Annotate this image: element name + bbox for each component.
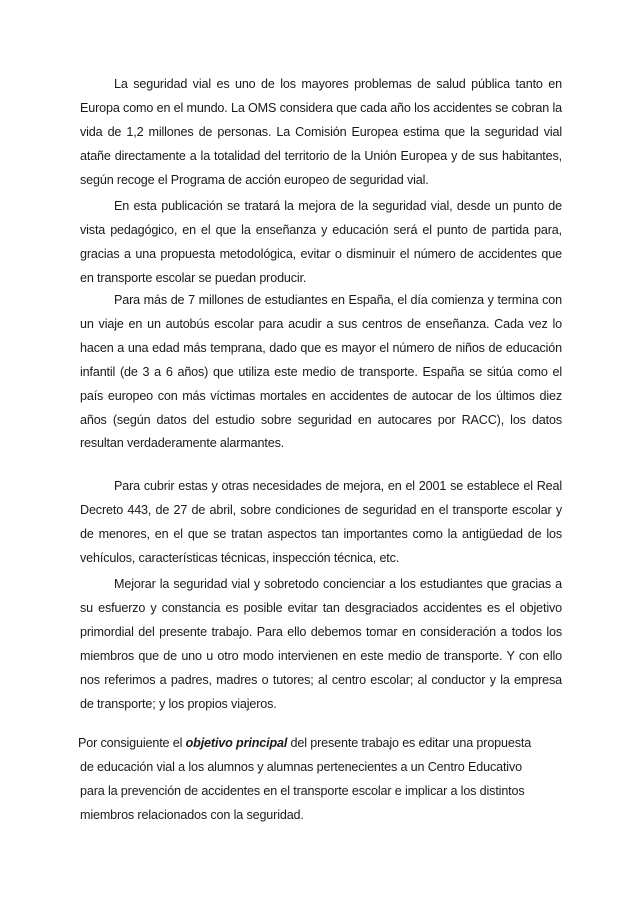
paragraph-work-objective: Mejorar la seguridad vial y sobretodo concienciar a los estudiantes que gracias a su esfuerzo y constancia es posible evitar tan desgraciados accidentes es el objetivo primordial del presente trabajo. Para ello debemos tomar en consideración a todos los miembros que de uno u otro modo intervienen en este medio de transporte. Y con ello nos referimos a padres, madres o tutores; al centro escolar; al conductor y la empresa de transporte; y los propios viajeros. <box>80 577 562 711</box>
conclusion-line-1-start: Por consiguiente el <box>78 736 186 750</box>
conclusion-paragraph <box>78 732 578 828</box>
paragraph-school-bus-statistics: Para más de 7 millones de estudiantes en España, el día comienza y termina con un viaje en un autobús escolar para acudir a sus centros de enseñanza. Cada vez lo hacen a una edad más temprana, dado que es mayor el número de niños de educación infantil (de 3 a 6 años) que utiliza este medio de transporte. España se sitúa como el país europeo con más víctimas mortales en accidentes de autocar de los últimos diez años (según datos del estudio sobre seguridad en autocares por RACC), los datos resultan verdaderamente alarmantes. <box>80 293 562 451</box>
main-objective-emphasis: objetivo principal <box>185 736 288 750</box>
conclusion-line-1-end: del presente trabajo es editar una propuesta <box>287 736 532 750</box>
conclusion-line-4: miembros relacionados con la seguridad. <box>80 807 304 822</box>
conclusion-line-3: para la prevención de accidentes en el transporte escolar e implicar a los distintos <box>80 783 525 798</box>
conclusion-line-2: de educación vial a los alumnos y alumnas pertenecientes a un Centro Educativo <box>80 759 522 774</box>
paragraph-road-safety-intro: La seguridad vial es uno de los mayores problemas de salud pública tanto en Europa como en el mundo. La OMS considera que cada año los accidentes se cobran la vida de 1,2 millones de personas. La Comisión Europea estima que la seguridad vial atañe directamente a la totalidad del territorio de la Unión Europea y de sus habitantes, según recoge el Programa de acción europeo de seguridad vial. <box>80 77 562 187</box>
paragraph-royal-decree: Para cubrir estas y otras necesidades de mejora, en el 2001 se establece el Real Decreto 443, de 27 de abril, sobre condiciones de seguridad en el transporte escolar y de menores, en el que se tratan aspectos tan importantes como la antigüedad de los vehículos, características técnicas, inspección técnica, etc. <box>80 479 562 565</box>
conclusion-line-1 <box>78 732 578 756</box>
paragraph-publication-scope: En esta publicación se tratará la mejora de la seguridad vial, desde un punto de vista pedagógico, en el que la enseñanza y educación será el punto de partida para, gracias a una propuesta metodológica, evitar o disminuir el número de accidentes que en transporte escolar se puedan producir. <box>80 199 562 285</box>
